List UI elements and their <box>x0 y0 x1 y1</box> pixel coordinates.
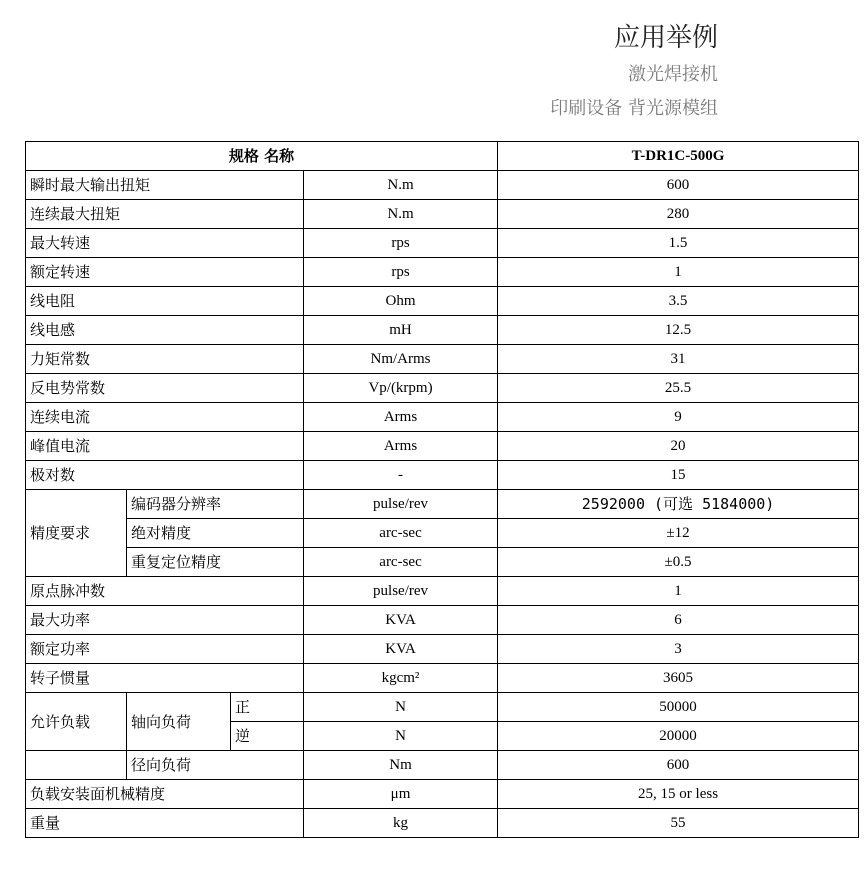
model-header: T-DR1C-500G <box>498 142 859 171</box>
spec-unit: Arms <box>304 432 498 461</box>
spec-unit: Vp/(krpm) <box>304 374 498 403</box>
table-row <box>26 345 859 374</box>
table-row <box>26 490 859 519</box>
spec-label: 重复定位精度 <box>127 548 304 577</box>
spec-unit: arc-sec <box>304 519 498 548</box>
spec-unit: KVA <box>304 635 498 664</box>
spec-value: 25.5 <box>498 374 859 403</box>
spec-unit: kgcm² <box>304 664 498 693</box>
spec-unit: Nm <box>304 751 498 780</box>
table-row <box>26 606 859 635</box>
spec-unit: KVA <box>304 606 498 635</box>
spec-unit: pulse/rev <box>304 490 498 519</box>
empty-cell <box>26 751 127 780</box>
spec-unit: Arms <box>304 403 498 432</box>
spec-value: 20000 <box>498 722 859 751</box>
spec-unit: Ohm <box>304 287 498 316</box>
table-row <box>26 258 859 287</box>
spec-label: 额定功率 <box>26 635 304 664</box>
table-row <box>26 809 859 838</box>
spec-value: ±0.5 <box>498 548 859 577</box>
table-row <box>26 780 859 809</box>
spec-label: 编码器分辨率 <box>127 490 304 519</box>
table-row <box>26 316 859 345</box>
table-row <box>26 287 859 316</box>
spec-unit: arc-sec <box>304 548 498 577</box>
spec-label: 力矩常数 <box>26 345 304 374</box>
spec-value: 12.5 <box>498 316 859 345</box>
spec-label: 峰值电流 <box>26 432 304 461</box>
table-header-row <box>26 142 859 171</box>
spec-label: 极对数 <box>26 461 304 490</box>
application-item: 印刷设备 背光源模组 <box>550 98 718 119</box>
table-row <box>26 751 859 780</box>
table-row <box>26 374 859 403</box>
spec-unit: μm <box>304 780 498 809</box>
table-row <box>26 200 859 229</box>
spec-value: 9 <box>498 403 859 432</box>
spec-unit: N <box>304 722 498 751</box>
spec-unit: N <box>304 693 498 722</box>
spec-value: 55 <box>498 809 859 838</box>
spec-label: 最大转速 <box>26 229 304 258</box>
table-row <box>26 403 859 432</box>
spec-unit: mH <box>304 316 498 345</box>
precision-group-label: 精度要求 <box>26 490 127 577</box>
spec-label: 线电感 <box>26 316 304 345</box>
spec-unit: rps <box>304 229 498 258</box>
spec-label: 反电势常数 <box>26 374 304 403</box>
table-row <box>26 461 859 490</box>
spec-name-header: 规格 名称 <box>26 142 498 171</box>
spec-label: 重量 <box>26 809 304 838</box>
spec-value: 3 <box>498 635 859 664</box>
spec-value: 1 <box>498 577 859 606</box>
spec-table <box>25 141 859 838</box>
spec-value: 20 <box>498 432 859 461</box>
spec-unit: - <box>304 461 498 490</box>
spec-label: 负载安装面机械精度 <box>26 780 304 809</box>
applications-title: 应用举例 <box>613 23 718 53</box>
table-row <box>26 171 859 200</box>
spec-value: 280 <box>498 200 859 229</box>
spec-label: 原点脉冲数 <box>26 577 304 606</box>
application-item: 激光焊接机 <box>628 64 718 85</box>
spec-unit: N.m <box>304 171 498 200</box>
spec-label: 线电阻 <box>26 287 304 316</box>
radial-load-label: 径向负荷 <box>127 751 304 780</box>
table-row <box>26 635 859 664</box>
spec-unit: Nm/Arms <box>304 345 498 374</box>
spec-value: 600 <box>498 171 859 200</box>
spec-label: 额定转速 <box>26 258 304 287</box>
spec-value: 25, 15 or less <box>498 780 859 809</box>
spec-value: 50000 <box>498 693 859 722</box>
spec-unit: N.m <box>304 200 498 229</box>
spec-unit: rps <box>304 258 498 287</box>
spec-label: 绝对精度 <box>127 519 304 548</box>
spec-value: 600 <box>498 751 859 780</box>
spec-unit: kg <box>304 809 498 838</box>
spec-label: 连续最大扭矩 <box>26 200 304 229</box>
spec-value: 6 <box>498 606 859 635</box>
table-row <box>26 548 859 577</box>
spec-label: 连续电流 <box>26 403 304 432</box>
table-row <box>26 577 859 606</box>
spec-value: 1 <box>498 258 859 287</box>
spec-value: 3.5 <box>498 287 859 316</box>
table-row <box>26 664 859 693</box>
positive-direction-label: 正 <box>231 693 304 722</box>
spec-value: 15 <box>498 461 859 490</box>
spec-value: 31 <box>498 345 859 374</box>
spec-value: ±12 <box>498 519 859 548</box>
table-row <box>26 432 859 461</box>
spec-label: 转子惯量 <box>26 664 304 693</box>
negative-direction-label: 逆 <box>231 722 304 751</box>
table-row <box>26 693 859 722</box>
spec-value: 2592000 (可选 5184000) <box>498 490 859 519</box>
spec-label: 最大功率 <box>26 606 304 635</box>
applications-block <box>550 18 718 126</box>
spec-value: 1.5 <box>498 229 859 258</box>
spec-label: 瞬时最大输出扭矩 <box>26 171 304 200</box>
spec-value: 3605 <box>498 664 859 693</box>
table-row <box>26 229 859 258</box>
table-row <box>26 519 859 548</box>
axial-load-label: 轴向负荷 <box>127 693 231 751</box>
load-group-label: 允许负载 <box>26 693 127 751</box>
spec-unit: pulse/rev <box>304 577 498 606</box>
